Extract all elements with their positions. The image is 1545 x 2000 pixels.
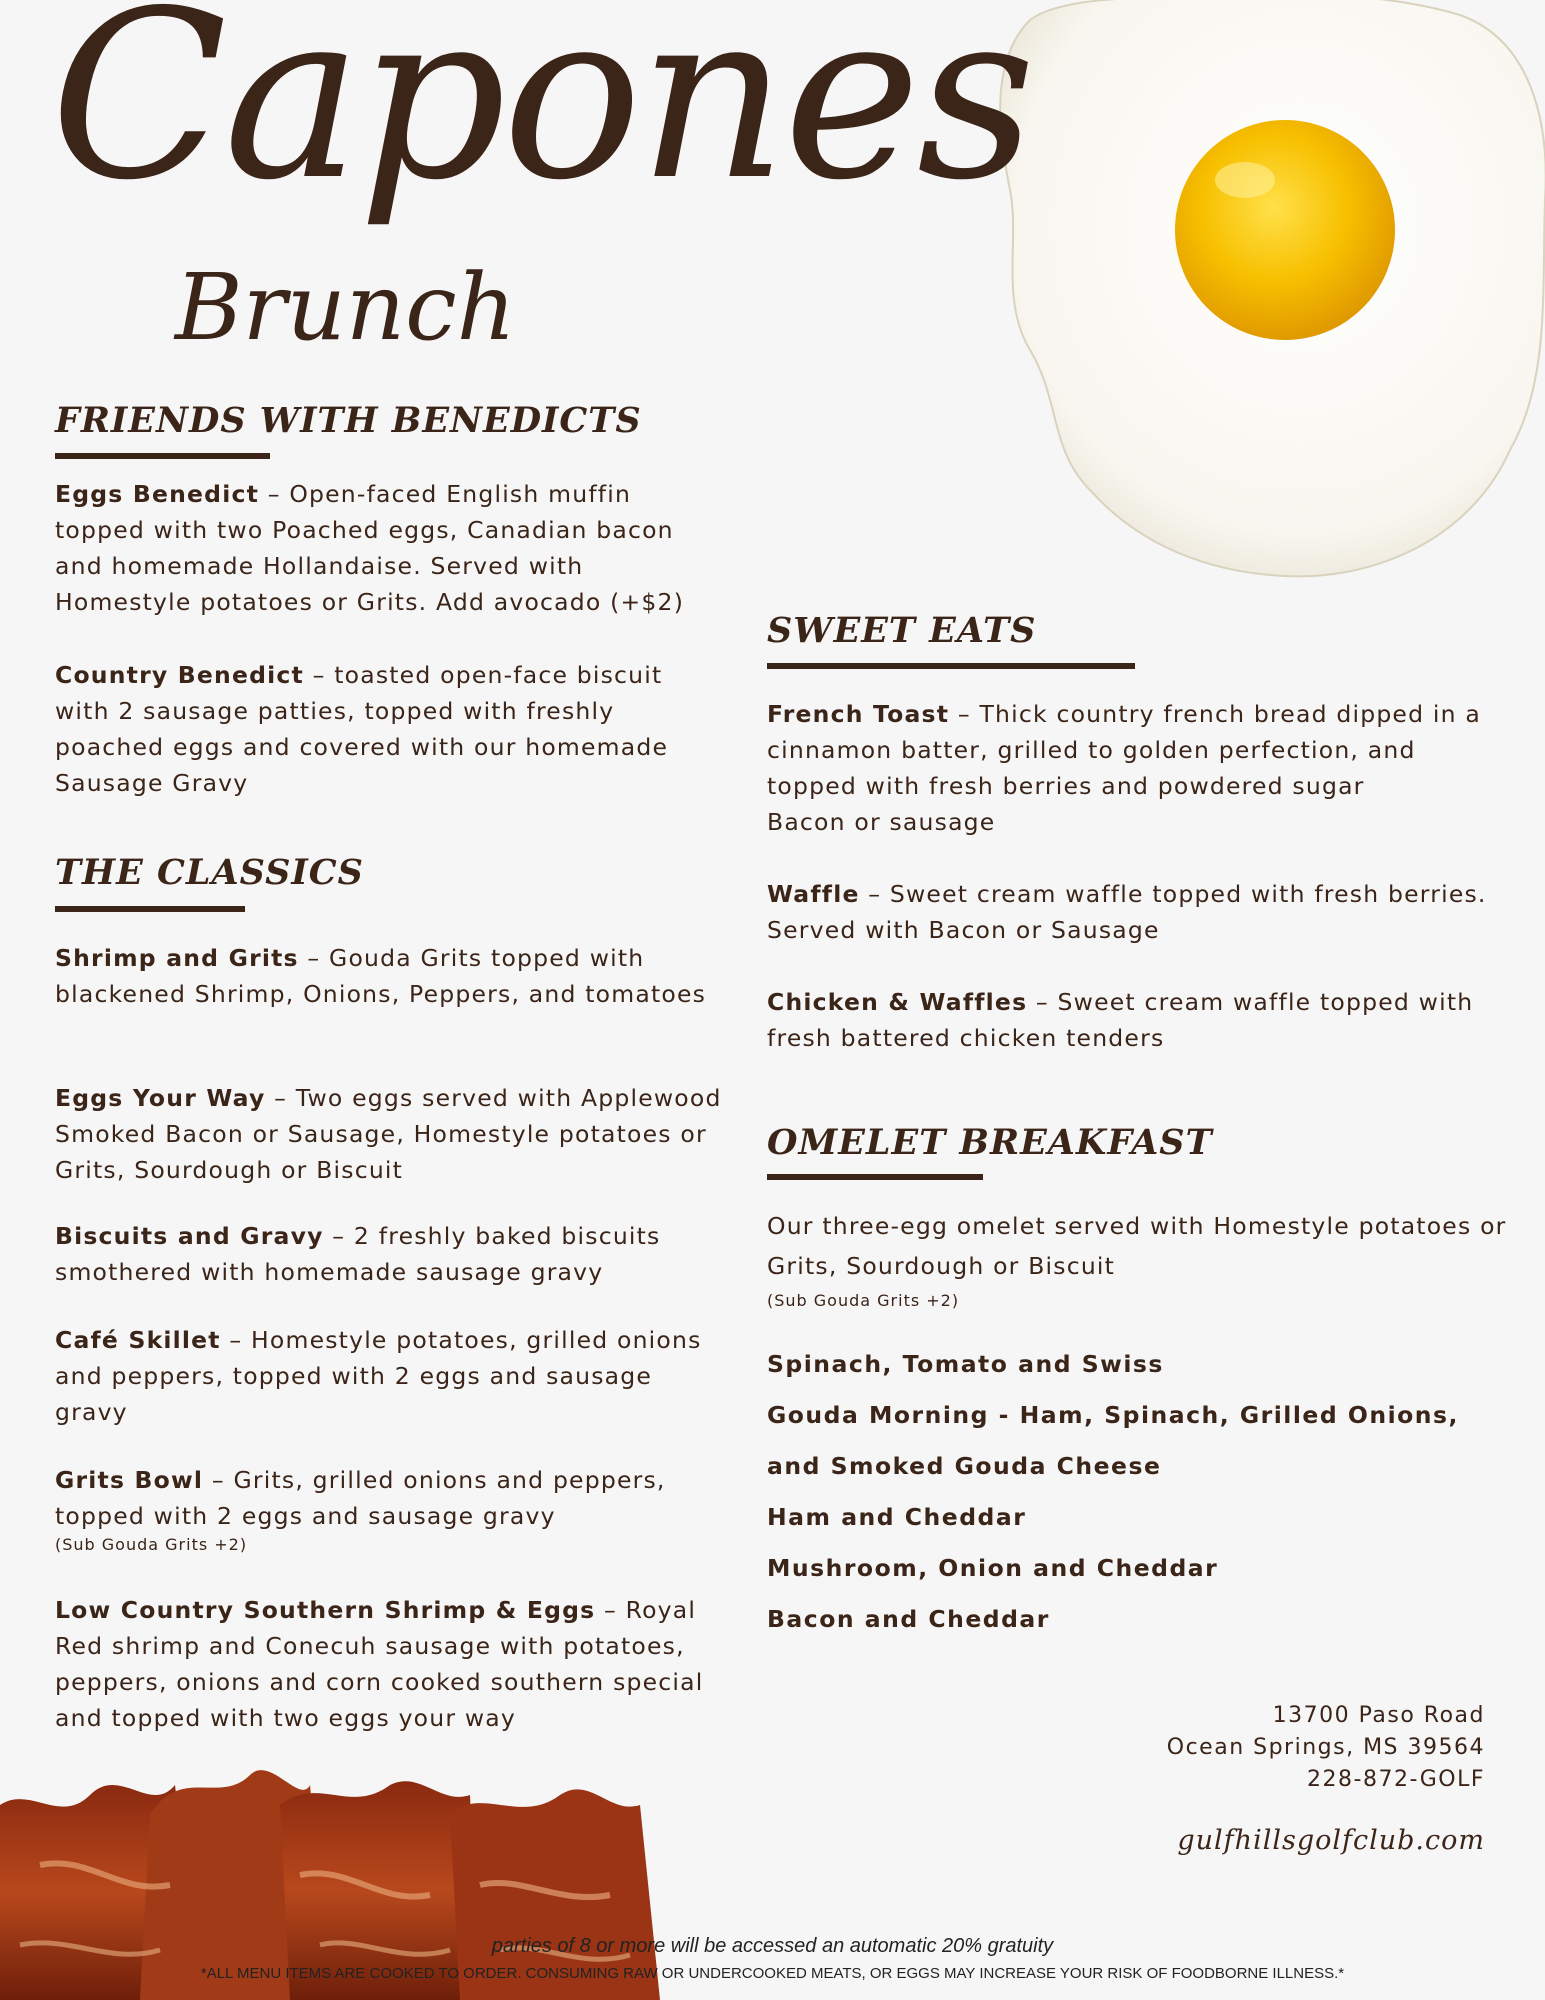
item-extra: Bacon or sausage [767,808,996,836]
item-name: Eggs Benedict [55,480,260,508]
menu-subtitle: Brunch [175,254,516,361]
menu-item-grits-bowl [55,1462,725,1534]
item-desc: – Sweet cream waffle topped with fresh battered chicken tenders [767,988,1474,1052]
section-heading-classics: THE CLASSICS [55,852,364,893]
section-rule [55,906,245,912]
gratuity-note: parties of 8 or more will be accessed an automatic 20% gratuity [491,1935,1054,1957]
menu-item-cafe-skillet [55,1322,725,1430]
omelet-option: and Smoked Gouda Cheese [767,1452,1162,1480]
fried-egg-image [990,0,1545,590]
item-desc: – toasted open-face biscuit with 2 sausage patties, topped with freshly poached eggs and covered with our homemade Sausage Gravy [55,661,669,797]
omelet-option: Ham and Cheddar [767,1503,1027,1531]
menu-item-biscuits-and-gravy [55,1218,725,1290]
menu-item-eggs-benedict [55,476,725,620]
omelet-option: Spinach, Tomato and Swiss [767,1350,1164,1378]
omelet-options-list [767,1339,1459,1645]
omelet-option: Bacon and Cheddar [767,1605,1050,1633]
item-name: Biscuits and Gravy [55,1222,324,1250]
address-city: Ocean Springs, MS 39564 [1166,1735,1485,1760]
item-note: (Sub Gouda Grits +2) [55,1535,248,1554]
item-name: Shrimp and Grits [55,944,299,972]
section-rule [767,663,1135,669]
item-name: Low Country Southern Shrimp & Eggs [55,1596,596,1624]
item-desc: – Grits, grilled onions and peppers, topped with 2 eggs and sausage gravy [55,1466,666,1530]
item-name: French Toast [767,700,950,728]
item-desc: – Two eggs served with Applewood Smoked Bacon or Sausage, Homestyle potatoes or Grits, Sourdough or Biscuit [55,1084,722,1184]
menu-item-french-toast [767,696,1507,840]
omelet-note: (Sub Gouda Grits +2) [767,1291,960,1310]
omelet-intro: Our three-egg omelet served with Homestyle potatoes or Grits, Sourdough or Biscuit [767,1212,1507,1280]
item-name: Eggs Your Way [55,1084,266,1112]
item-desc: – Homestyle potatoes, grilled onions and peppers, topped with 2 eggs and sausage gravy [55,1326,702,1426]
menu-item-low-country-shrimp-eggs [55,1592,735,1736]
section-heading-omelet: OMELET BREAKFAST [767,1122,1213,1163]
omelet-option: Gouda Morning - Ham, Spinach, Grilled Onions, [767,1401,1459,1429]
section-rule [55,453,270,459]
restaurant-title: Capones [50,0,1032,231]
address-street: 13700 Paso Road [1272,1703,1485,1728]
item-name: Country Benedict [55,661,304,689]
item-desc: – 2 freshly baked biscuits smothered with homemade sausage gravy [55,1222,661,1286]
item-desc: – Sweet cream waffle topped with fresh berries. Served with Bacon or Sausage [767,880,1487,944]
item-desc: – Gouda Grits topped with blackened Shrimp, Onions, Peppers, and tomatoes [55,944,707,1008]
bacon-image [0,1745,720,2000]
menu-item-eggs-your-way [55,1080,725,1188]
website-link[interactable]: gulfhillsgolfclub.com [1177,1825,1485,1856]
item-desc: – Open-faced English muffin topped with two Poached eggs, Canadian bacon and homemade Hollandaise. Served with Homestyle potatoes or Grits. Add avocado (+$2) [55,480,685,616]
omelet-option: Mushroom, Onion and Cheddar [767,1554,1219,1582]
item-desc: – Royal Red shrimp and Conecuh sausage with potatoes, peppers, onions and corn cooked southern special and topped with two eggs your way [55,1596,704,1732]
section-rule [767,1174,983,1180]
item-desc: – Thick country french bread dipped in a cinnamon batter, grilled to golden perfection, and topped with fresh berries and powdered sugar [767,700,1481,800]
item-name: Grits Bowl [55,1466,204,1494]
item-name: Chicken & Waffles [767,988,1028,1016]
menu-item-chicken-and-waffles [767,984,1507,1056]
item-name: Café Skillet [55,1326,221,1354]
item-name: Waffle [767,880,860,908]
menu-item-waffle [767,876,1507,948]
menu-item-country-benedict [55,657,725,801]
address-block [1167,1700,1485,1796]
section-heading-benedicts: FRIENDS WITH BENEDICTS [55,400,642,441]
menu-item-shrimp-and-grits [55,940,725,1012]
food-safety-disclaimer: *ALL MENU ITEMS ARE COOKED TO ORDER. CONSUMING RAW OR UNDERCOOKED MEATS, OR EGGS MAY INCREASE YOUR RISK OF FOODBORNE ILLNESS.* [200,1965,1345,1982]
phone-number: 228-872-GOLF [1307,1767,1485,1792]
section-heading-sweet-eats: SWEET EATS [767,610,1037,651]
